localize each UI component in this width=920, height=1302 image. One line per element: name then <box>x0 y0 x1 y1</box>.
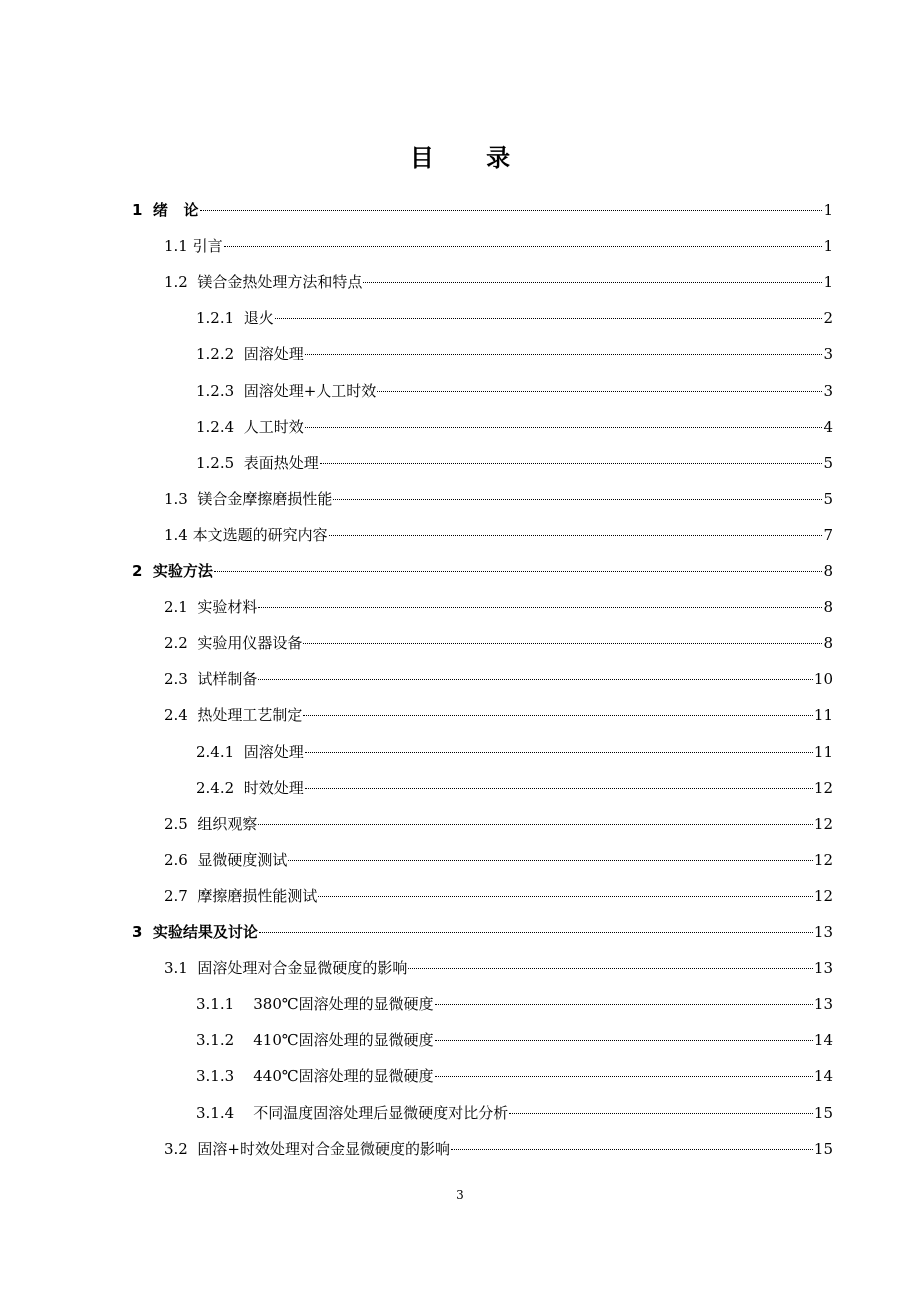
toc-entry[interactable] <box>196 300 833 336</box>
toc-leader-dots <box>329 535 823 536</box>
toc-entry-label: 1.2 镁合金热处理方法和特点 <box>164 273 363 292</box>
toc-entry-page: 1 <box>823 273 833 292</box>
toc-leader-dots <box>288 860 813 861</box>
toc-leader-dots <box>305 752 813 753</box>
toc-entry[interactable] <box>132 914 833 950</box>
toc-leader-dots <box>305 788 813 789</box>
toc-entry-page: 15 <box>813 1103 833 1122</box>
toc-leader-dots <box>303 643 822 644</box>
toc-entry-label: 1.2.2 固溶处理 <box>196 345 304 364</box>
toc-leader-dots <box>305 427 823 428</box>
toc-entry[interactable] <box>196 986 833 1022</box>
toc-entry-page: 8 <box>823 598 833 617</box>
toc-entry-label: 1 绪 论 <box>132 201 199 219</box>
toc-entry-page: 5 <box>823 489 833 508</box>
toc-entry-label: 3.1.3 440℃固溶处理的显微硬度 <box>196 1067 434 1086</box>
toc-leader-dots <box>509 1113 813 1114</box>
toc-entry[interactable] <box>164 589 833 625</box>
toc-entry-page: 12 <box>813 778 833 797</box>
toc-entry-page: 13 <box>813 959 833 978</box>
toc-entry[interactable] <box>164 878 833 914</box>
toc-entry[interactable] <box>196 770 833 806</box>
toc-entry-page: 4 <box>823 417 833 436</box>
toc-entry[interactable] <box>164 625 833 661</box>
toc-leader-dots <box>214 571 823 572</box>
toc-entry-page: 1 <box>823 237 833 256</box>
toc-entry-label: 2 实验方法 <box>132 562 213 580</box>
toc-entry-page: 13 <box>813 995 833 1014</box>
toc-entry-label: 2.5 组织观察 <box>164 814 258 833</box>
toc-entry[interactable] <box>164 264 833 300</box>
toc-entry-page: 11 <box>813 742 833 761</box>
toc-entry-label: 1.2.5 表面热处理 <box>196 453 319 472</box>
toc-entry-label: 3.1.2 410℃固溶处理的显微硬度 <box>196 1031 434 1050</box>
toc-leader-dots <box>258 607 822 608</box>
toc-leader-dots <box>200 210 823 211</box>
toc-entry-label: 3.1.1 380℃固溶处理的显微硬度 <box>196 995 434 1014</box>
toc-entry-label: 2.1 实验材料 <box>164 598 258 617</box>
toc-leader-dots <box>258 679 813 680</box>
toc-entry-page: 12 <box>813 814 833 833</box>
toc-entry-page: 2 <box>823 309 833 328</box>
toc-entry-label: 1.4 本文选题的研究内容 <box>164 525 328 544</box>
toc-entry[interactable] <box>196 409 833 445</box>
toc-entry[interactable] <box>196 336 833 372</box>
toc-entry-page: 7 <box>823 525 833 544</box>
toc-entry-label: 3.2 固溶+时效处理对合金显微硬度的影响 <box>164 1139 450 1158</box>
toc-leader-dots <box>363 282 822 283</box>
toc-entry-label: 1.2.3 固溶处理+人工时效 <box>196 381 377 400</box>
toc-entry[interactable] <box>164 1131 833 1167</box>
toc-leader-dots <box>377 391 822 392</box>
toc-entry-label: 1.2.4 人工时效 <box>196 417 304 436</box>
toc-entry[interactable] <box>164 950 833 986</box>
toc-entry-label: 2.3 试样制备 <box>164 670 258 689</box>
toc-leader-dots <box>305 354 823 355</box>
toc-entry-label: 2.2 实验用仪器设备 <box>164 634 303 653</box>
toc-entry[interactable] <box>196 1095 833 1131</box>
toc-leader-dots <box>408 968 813 969</box>
toc-entry-page: 12 <box>813 886 833 905</box>
toc-leader-dots <box>451 1149 813 1150</box>
toc-entry-label: 1.3 镁合金摩擦磨损性能 <box>164 489 333 508</box>
toc-entry-page: 11 <box>813 706 833 725</box>
toc-entry-page: 3 <box>823 381 833 400</box>
toc-entry-label: 3.1.4 不同温度固溶处理后显微硬度对比分析 <box>196 1103 509 1122</box>
toc-entry-page: 15 <box>813 1139 833 1158</box>
toc-entry[interactable] <box>132 192 833 228</box>
toc-entry-label: 2.4.2 时效处理 <box>196 778 304 797</box>
toc-entry-label: 2.7 摩擦磨损性能测试 <box>164 886 318 905</box>
toc-entry-page: 8 <box>823 634 833 653</box>
toc-leader-dots <box>333 499 822 500</box>
toc-entry[interactable] <box>164 806 833 842</box>
toc-entry-page: 1 <box>823 201 833 219</box>
toc-entry-label: 2.6 显微硬度测试 <box>164 850 288 869</box>
page-number: 3 <box>456 1188 464 1202</box>
toc-entry-page: 8 <box>823 562 833 580</box>
toc-leader-dots <box>435 1004 813 1005</box>
toc-entry[interactable] <box>164 661 833 697</box>
toc-entry[interactable] <box>164 697 833 733</box>
toc-entry[interactable] <box>196 1022 833 1058</box>
toc-entry-label: 2.4 热处理工艺制定 <box>164 706 303 725</box>
toc-leader-dots <box>259 932 813 933</box>
toc-entry[interactable] <box>196 734 833 770</box>
toc-entry-label: 3 实验结果及讨论 <box>132 923 258 941</box>
toc-entry-page: 5 <box>823 453 833 472</box>
toc-entry[interactable] <box>196 373 833 409</box>
toc-entry-label: 3.1 固溶处理对合金显微硬度的影响 <box>164 959 408 978</box>
toc-entry-page: 3 <box>823 345 833 364</box>
toc-entry[interactable] <box>196 445 833 481</box>
toc-entry[interactable] <box>164 842 833 878</box>
toc-leader-dots <box>435 1040 813 1041</box>
page-title: 目 录 <box>409 144 533 172</box>
toc-entry-page: 14 <box>813 1067 833 1086</box>
toc-entry[interactable] <box>196 1058 833 1094</box>
toc-leader-dots <box>258 824 813 825</box>
toc-entry[interactable] <box>132 553 833 589</box>
toc-leader-dots <box>303 715 813 716</box>
toc-entry-page: 13 <box>813 923 833 941</box>
toc-leader-dots <box>224 246 823 247</box>
toc-entry-page: 10 <box>813 670 833 689</box>
toc-leader-dots <box>320 463 823 464</box>
toc-entry-page: 12 <box>813 850 833 869</box>
toc-leader-dots <box>435 1076 813 1077</box>
toc-entry-label: 1.2.1 退火 <box>196 309 274 328</box>
toc-entry[interactable] <box>164 517 833 553</box>
toc-entry-label: 1.1 引言 <box>164 237 223 256</box>
toc-entry-label: 2.4.1 固溶处理 <box>196 742 304 761</box>
toc-leader-dots <box>275 318 823 319</box>
toc-entry[interactable] <box>164 481 833 517</box>
toc-entry-page: 14 <box>813 1031 833 1050</box>
toc-leader-dots <box>318 896 813 897</box>
toc-entry[interactable] <box>164 228 833 264</box>
